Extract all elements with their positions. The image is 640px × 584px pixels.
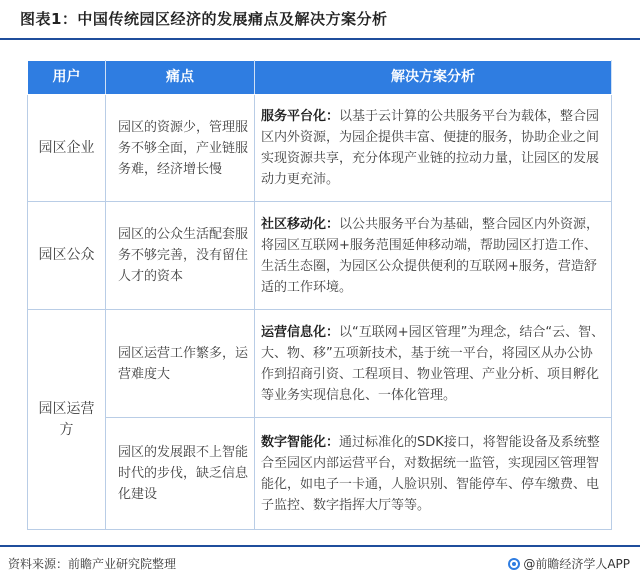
table-row — [28, 202, 612, 310]
title-rule — [0, 38, 640, 40]
brand-label: @前瞻经济学人APP — [523, 557, 630, 571]
solution-text: 通过标准化的SDK接口，将智能设备及系统整合至园区内部运营平台，对数据统一监管，实现园区管理智能化，如电子一卡通，人脸识别、智能停车、停车缴费、电子监控、数字指挥大厅等等。 — [261, 434, 600, 513]
table-header-row — [28, 61, 612, 95]
solution-cell — [255, 202, 612, 310]
solution-cell — [255, 95, 612, 202]
header-user: 用户 — [28, 61, 106, 95]
solution-keyword: 服务平台化： — [261, 109, 340, 124]
header-pain: 痛点 — [106, 61, 255, 95]
pain-cell: 园区的发展跟不上智能时代的步伐，缺乏信息化建设 — [106, 418, 255, 530]
solution-keyword: 社区移动化： — [261, 216, 340, 232]
user-cell: 园区运营方 — [28, 310, 106, 530]
solution-cell — [255, 310, 612, 418]
qianzhan-logo-icon — [508, 558, 520, 570]
brand-credit[interactable] — [508, 555, 630, 572]
pain-points-table — [27, 60, 612, 530]
user-cell: 园区公众 — [28, 202, 106, 310]
solution-keyword: 运营信息化： — [261, 324, 340, 340]
page-title: 图表1：中国传统园区经济的发展痛点及解决方案分析 — [20, 10, 388, 28]
header-solution: 解决方案分析 — [255, 61, 612, 95]
pain-cell: 园区的公众生活配套服务不够完善，没有留住人才的资本 — [106, 202, 255, 310]
footer-rule — [0, 545, 640, 547]
table-row — [28, 95, 612, 202]
solution-text: 以基于云计算的公共服务平台为载体，整合园区内外资源，为园企提供丰富、便捷的服务，协助企业之间实现资源共享，充分体现产业链的拉动力量，让园区的发展动力更充沛。 — [261, 109, 600, 187]
table-row — [28, 310, 612, 418]
user-cell: 园区企业 — [28, 95, 106, 202]
table-row — [28, 418, 612, 530]
solution-text: 以公共服务平台为基础，整合园区内外资源，将园区互联网+服务范围延伸移动端，帮助园区打造工作、生活生态圈，为园区公众提供便利的互联网+服务，营造舒适的工作环境。 — [261, 216, 600, 295]
pain-cell: 园区运营工作繁多，运营难度大 — [106, 310, 255, 418]
solution-cell — [255, 418, 612, 530]
pain-cell: 园区的资源少，管理服务不够全面，产业链服务难，经济增长慢 — [106, 95, 255, 202]
solution-text: 以“互联网+园区管理”为理念，结合“云、智、大、物、移”五项新技术，基于统一平台，将园区从办公协作到招商引资、工程项目、物业管理、产业分析、项目孵化等业务实现信息化、一体化管理。 — [261, 324, 605, 403]
source-note: 资料来源：前瞻产业研究院整理 — [8, 557, 177, 571]
solution-keyword: 数字智能化： — [261, 434, 340, 450]
